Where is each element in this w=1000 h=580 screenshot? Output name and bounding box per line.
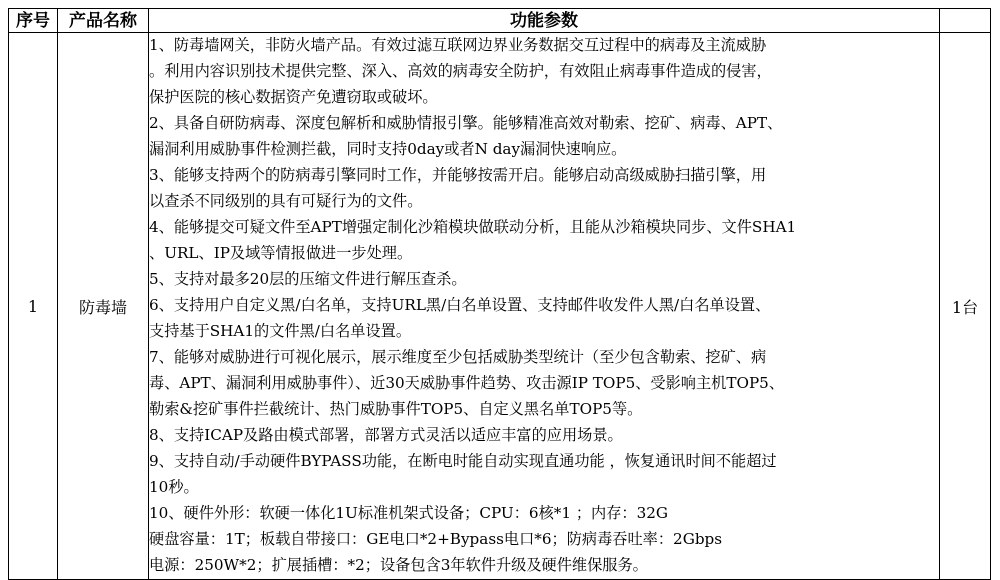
spec-table	[8, 8, 991, 580]
row-params	[149, 33, 940, 580]
param-line: 3、能够支持两个的防病毒引擎同时工作，并能够按需开启。能够启动高级威胁扫描引擎，用	[149, 166, 767, 184]
param-line: 保护医院的核心数据资产免遭窃取或破坏。	[149, 88, 438, 106]
param-line: 勒索&挖矿事件拦截统计、热门威胁事件TOP5、自定义黑名单TOP5等。	[149, 400, 643, 418]
header-product-name: 产品名称	[58, 9, 149, 33]
header-row	[9, 9, 991, 33]
param-line: 以查杀不同级别的具有可疑行为的文件。	[149, 192, 423, 210]
param-line: 漏洞利用威胁事件检测拦截，同时支持0day或者N day漏洞快速响应。	[149, 140, 627, 158]
param-line: 4、能够提交可疑文件至APT增强定制化沙箱模块做联动分析，且能从沙箱模块同步、文件SHA1	[149, 218, 797, 236]
param-line: 5、支持对最多20层的压缩文件进行解压查杀。	[149, 270, 467, 288]
row-index: 1	[9, 33, 58, 580]
param-line: 10秒。	[149, 478, 199, 496]
param-line: 7、能够对威胁进行可视化展示，展示维度至少包括威胁类型统计（至少包含勒索、挖矿、病	[149, 348, 767, 366]
param-line: 硬盘容量：1T；板载自带接口：GE电口*2+Bypass电口*6；防病毒吞吐率：2Gbps	[149, 530, 723, 548]
param-line: 8、支持ICAP及路由模式部署，部署方式灵活以适应丰富的应用场景。	[149, 426, 623, 444]
param-line: 毒、APT、漏洞利用威胁事件）、近30天威胁事件趋势、攻击源IP TOP5、受影响主机TOP5、	[149, 374, 785, 392]
param-line: 9、支持自动/手动硬件BYPASS功能，在断电时能自动实现直通功能 ，恢复通讯时间不能超过	[149, 452, 777, 470]
param-line: 2、具备自研防病毒、深度包解析和威胁情报引擎。能够精准高效对勒索、挖矿、病毒、APT、	[149, 114, 783, 132]
param-line: 6、支持用户自定义黑/白名单，支持URL黑/白名单设置、支持邮件收发件人黑/白名单设置、	[149, 296, 771, 314]
table-row	[9, 33, 991, 580]
param-line: 。利用内容识别技术提供完整、深入、高效的病毒安全防护，有效阻止病毒事件造成的侵害，	[149, 62, 772, 80]
param-line: 支持基于SHA1的文件黑/白名单设置。	[149, 322, 412, 340]
param-line: 、URL、IP及域等情报做进一步处理。	[149, 244, 413, 262]
header-params: 功能参数	[149, 9, 940, 33]
header-quantity	[940, 9, 991, 33]
header-index: 序号	[9, 9, 58, 33]
param-line: 1、防毒墙网关，非防火墙产品。有效过滤互联网边界业务数据交互过程中的病毒及主流威胁	[149, 36, 767, 54]
row-quantity: 1台	[940, 33, 991, 580]
param-line: 10、硬件外形：软硬一体化1U标准机架式设备；CPU：6核*1 ；内存：32G	[149, 504, 669, 522]
param-line: 电源：250W*2；扩展插槽：*2；设备包含3年软件升级及硬件维保服务。	[149, 556, 648, 574]
row-product-name: 防毒墙	[58, 33, 149, 580]
